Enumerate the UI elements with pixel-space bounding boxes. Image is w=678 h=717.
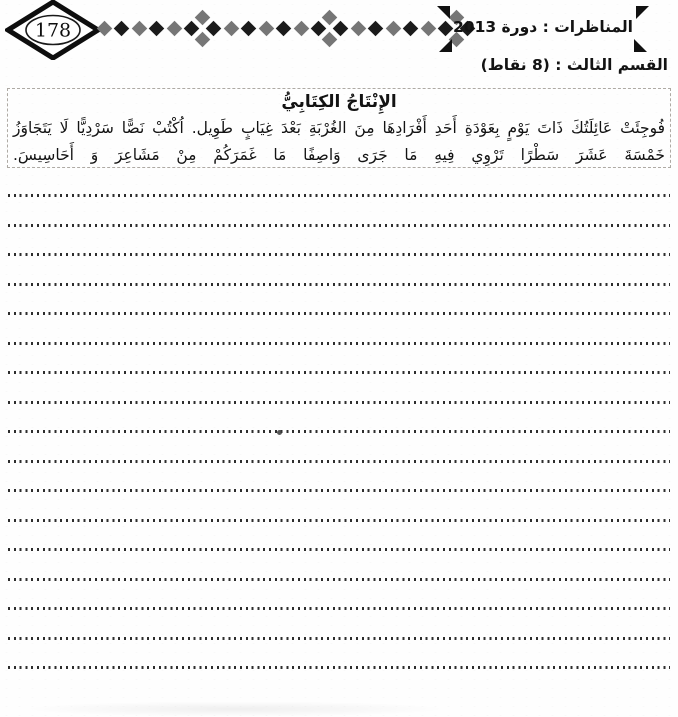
- answer-lines: [8, 194, 670, 696]
- diamond-ornament: [322, 9, 338, 25]
- diamond-ornament: [224, 20, 240, 36]
- dotted-writing-line: [8, 607, 670, 610]
- diamond-ornament: [114, 20, 130, 36]
- scan-shadow: [20, 701, 450, 717]
- corner-bracket-icon: [634, 39, 647, 52]
- diamond-badge-icon: [5, 0, 101, 60]
- dotted-writing-line: [8, 460, 670, 463]
- dotted-writing-line: [8, 312, 670, 315]
- diamond-ornament: [403, 20, 419, 36]
- dotted-writing-line: [8, 578, 670, 581]
- diamond-cluster-ornament: [313, 12, 346, 45]
- dotted-writing-line: [8, 519, 670, 522]
- diamond-ornament: [333, 20, 349, 36]
- diamond-ornament: [195, 31, 211, 47]
- dotted-writing-line: [8, 548, 670, 551]
- dotted-writing-line: [8, 224, 670, 227]
- task-instructions-line-2: خَمْسَةَ عَشَرَ سَطْرًا تَرْوِي فِيهِ مَا جَرَى وَاصِفًا مَا غَمَرَكُمْ مِنْ مَشَاعِرَ وَ أَحَاسِيسَ.: [13, 145, 665, 164]
- corner-bracket-icon: [636, 6, 649, 19]
- corner-bracket-icon: [439, 39, 452, 52]
- diamond-ornament: [293, 20, 309, 36]
- diamond-cluster-ornament: [186, 12, 219, 45]
- dotted-writing-line: [8, 371, 670, 374]
- diamond-ornament: [149, 20, 165, 36]
- task-instructions-line-1: فُوجِئَتْ عَائِلَتُكَ ذَاتَ يَوْمٍ بِعَوْدَةِ أَحَدِ أَفْرَادِهَا مِنَ الغُرْبَةِ بَعْدَ غِيَابٍ طَوِيل. اُكْتُبْ نَصًّا سَرْدِيًّا لَا يَتَجَاوَزُ: [13, 119, 665, 137]
- diamond-ornament: [97, 20, 113, 36]
- diamond-ornament: [385, 20, 401, 36]
- page-number-badge: [5, 0, 101, 64]
- diamond-ornament: [195, 9, 211, 25]
- diamond-ornament: [311, 20, 327, 36]
- section-heading: القسم الثالث : (8 نقاط): [480, 56, 668, 74]
- dotted-writing-line: [8, 637, 670, 640]
- exam-session-title-text: المناظرات : دورة 2013: [453, 18, 633, 36]
- ink-spot-artifact: [277, 430, 282, 435]
- corner-bracket-icon: [437, 6, 450, 19]
- writing-task-box: [7, 88, 671, 168]
- dotted-writing-line: [8, 489, 670, 492]
- diamond-ornament: [258, 20, 274, 36]
- ornament-divider: [99, 13, 473, 43]
- exam-session-title: [437, 9, 649, 45]
- diamond-ornament: [420, 20, 436, 36]
- diamond-ornament: [241, 20, 257, 36]
- diamond-ornament: [132, 20, 148, 36]
- diamond-ornament: [322, 31, 338, 47]
- diamond-ornament: [350, 20, 366, 36]
- diamond-ornament: [167, 20, 183, 36]
- diamond-ornament: [276, 20, 292, 36]
- dotted-writing-line: [8, 430, 670, 433]
- dotted-writing-line: [8, 283, 670, 286]
- dotted-writing-line: [8, 401, 670, 404]
- page-number: 178: [34, 19, 72, 42]
- dotted-writing-line: [8, 666, 670, 669]
- diamond-ornament: [184, 20, 200, 36]
- dotted-writing-line: [8, 253, 670, 256]
- diamond-ornament: [368, 20, 384, 36]
- task-title: الإِنْتَاجُ الكِتَابِيُّ: [281, 92, 397, 112]
- diamond-ornament: [206, 20, 222, 36]
- dotted-writing-line: [8, 342, 670, 345]
- dotted-writing-line: [8, 194, 670, 197]
